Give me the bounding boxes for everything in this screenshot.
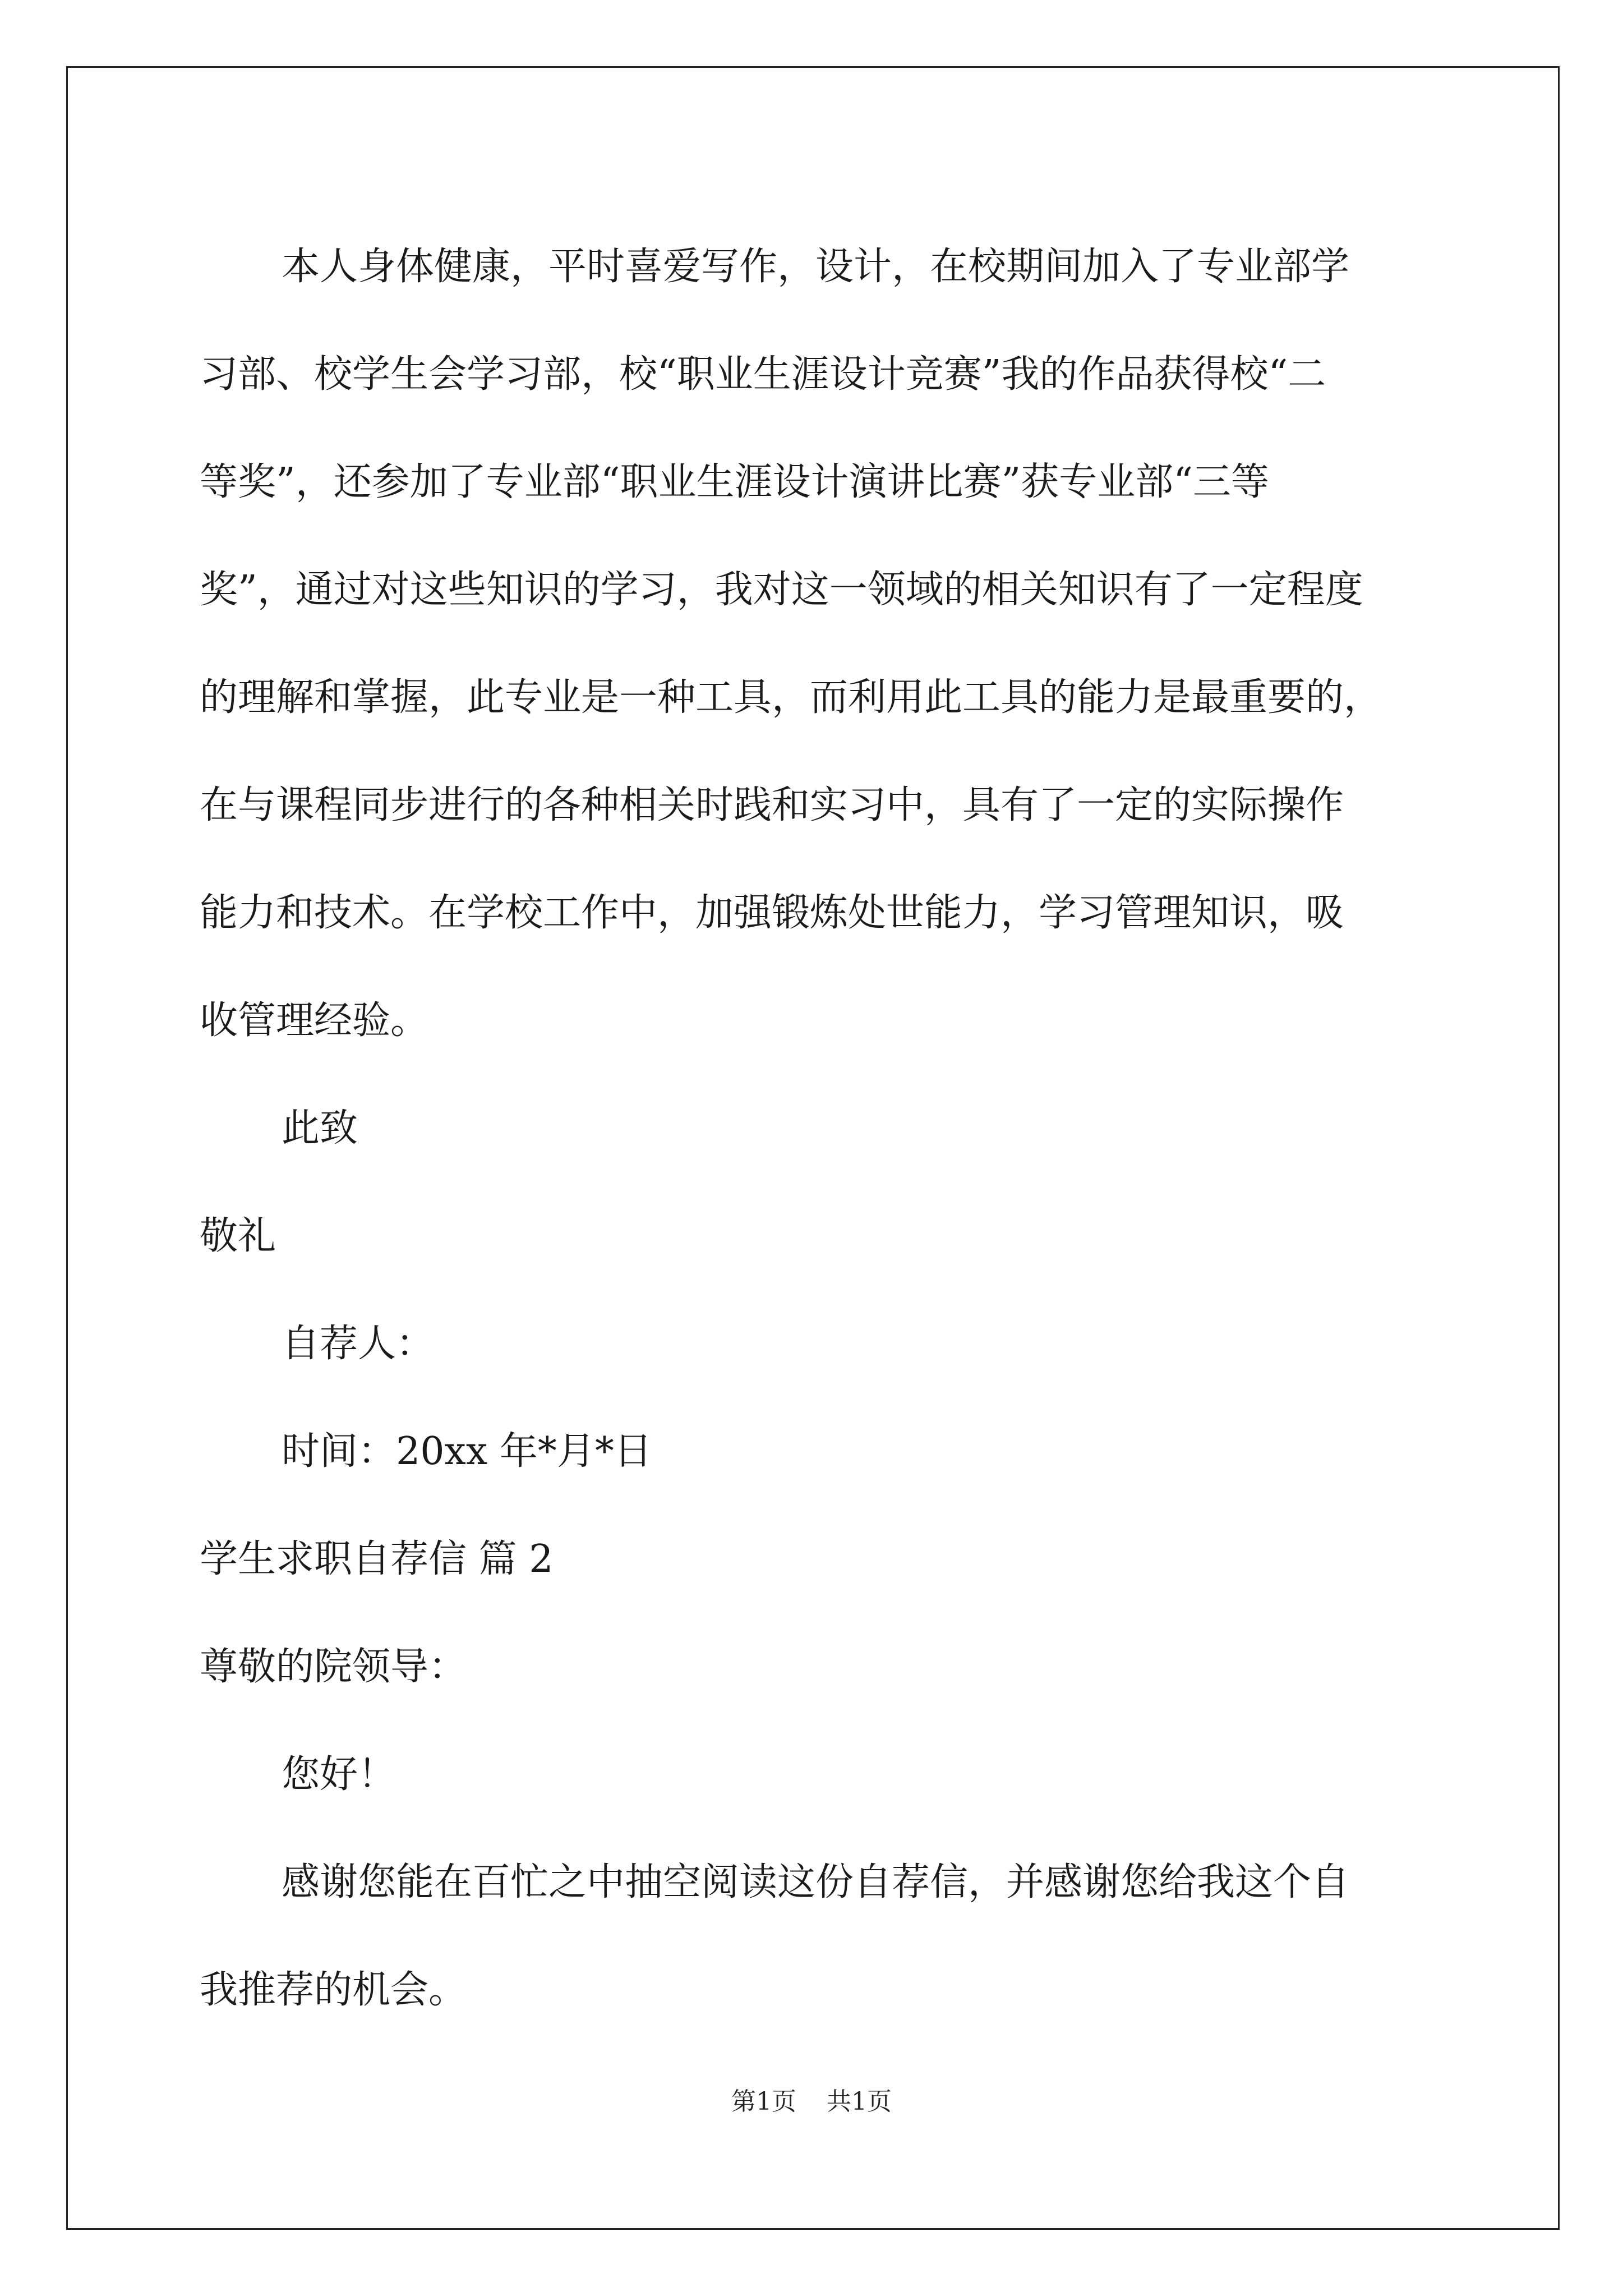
- paragraph-thanks: [200, 1829, 1433, 2044]
- text-line: 本人身体健康，平时喜爱写作，设计，在校期间加入了专业部学: [282, 245, 1350, 289]
- page-number: 第1页: [731, 2087, 796, 2116]
- document-body: [200, 213, 1433, 2044]
- page-total: 共1页: [827, 2087, 892, 2116]
- salute-text: 敬礼: [200, 1214, 276, 1258]
- text-line: 奖”，通过对这些知识的学习，我对这一领域的相关知识有了一定程度: [200, 568, 1363, 612]
- recipient-line: 尊敬的院领导：: [200, 1645, 467, 1689]
- text-line: 我推荐的机会。: [200, 1968, 467, 2012]
- text-line: 能力和技术。在学校工作中，加强锻炼处世能力，学习管理知识，吸: [200, 891, 1344, 935]
- text-line: 等奖”，还参加了专业部“职业生涯设计演讲比赛”获专业部“三等: [200, 460, 1270, 504]
- text-line: 的理解和掌握，此专业是一种工具，而利用此工具的能力是最重要的，: [200, 675, 1382, 720]
- text-line: 在与课程同步进行的各种相关时践和实习中，具有了一定的实际操作: [200, 783, 1344, 827]
- text-line: 感谢您能在百忙之中抽空阅读这份自荐信，并感谢您给我这个自: [282, 1860, 1350, 1904]
- closing-text: 此致: [282, 1106, 358, 1151]
- text-line: 收管理经验。: [200, 999, 429, 1043]
- text-line: 习部、校学生会学习部，校“职业生涯设计竞赛”我的作品获得校“二: [200, 352, 1326, 397]
- paragraph-achievements: [200, 213, 1433, 1075]
- signer-label: 自荐人：: [282, 1322, 435, 1366]
- section-title: 学生求职自荐信 篇 2: [200, 1537, 554, 1581]
- page-footer: [0, 2081, 1623, 2117]
- date-line: 时间：20xx 年*月*日: [282, 1429, 652, 1474]
- greeting-line: 您好！: [282, 1752, 396, 1797]
